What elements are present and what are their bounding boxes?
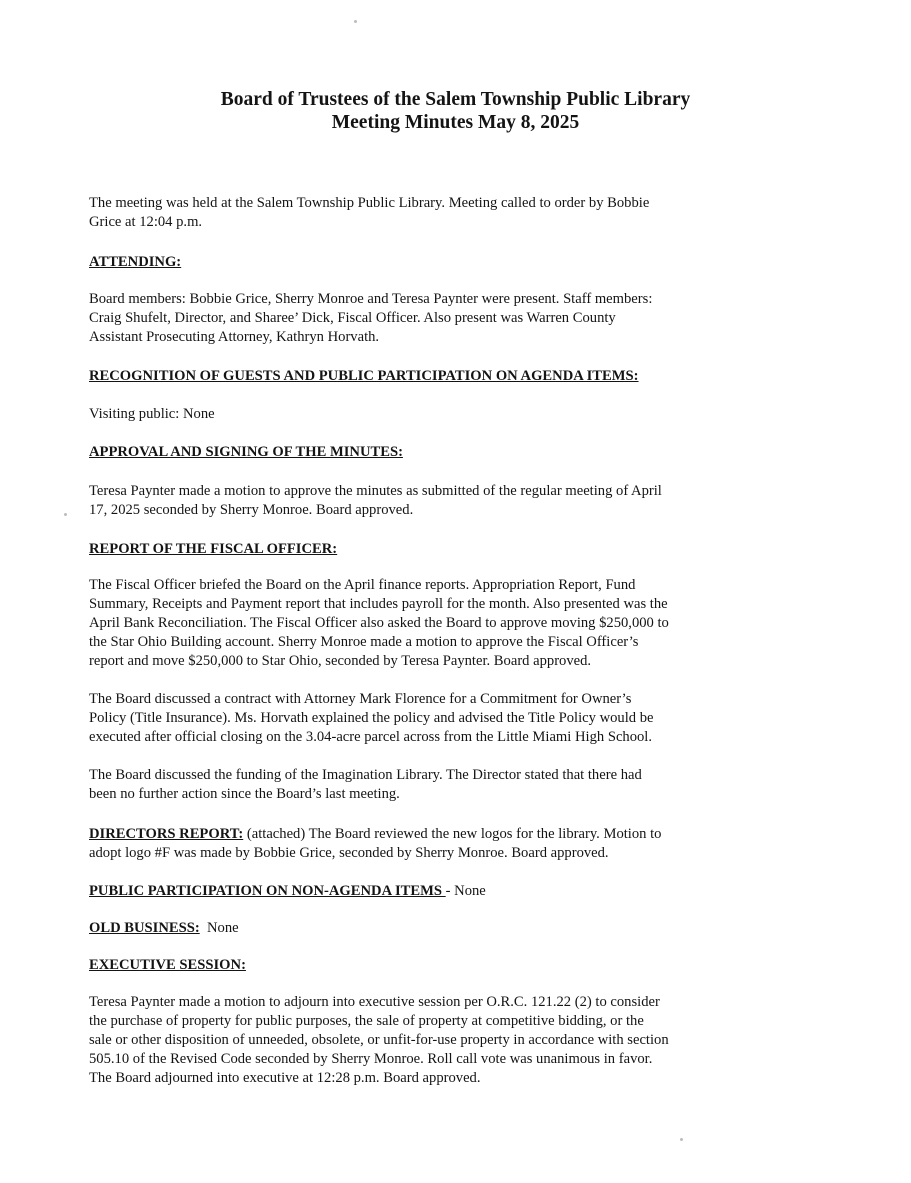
public-participation-paragraph (89, 882, 759, 901)
executive-line: Teresa Paynter made a motion to adjourn into executive session per O.R.C. 121.22 (2) to consider (89, 994, 660, 1010)
intro-paragraph (89, 194, 759, 232)
directors-paragraph (89, 825, 759, 863)
attending-line: Craig Shufelt, Director, and Sharee’ Dick, Fiscal Officer. Also present was Warren County (89, 310, 616, 326)
fiscal-line: been no further action since the Board’s last meeting. (89, 786, 400, 802)
directors-line1-text: (attached) The Board reviewed the new logos for the library. Motion to (243, 826, 662, 842)
executive-heading: EXECUTIVE SESSION: (89, 957, 246, 973)
fiscal-line: the Star Ohio Building account. Sherry Monroe made a motion to approve the Fiscal Officer’s (89, 634, 639, 650)
fiscal-paragraph-1 (89, 576, 759, 671)
approval-paragraph (89, 482, 759, 520)
executive-line: 505.10 of the Revised Code seconded by Sherry Monroe. Roll call vote was unanimous in favor. (89, 1051, 653, 1067)
approval-line: Teresa Paynter made a motion to approve the minutes as submitted of the regular meeting of April (89, 483, 662, 499)
executive-line: sale or other disposition of unneeded, obsolete, or unfit-for-use property in accordance with section (89, 1032, 669, 1048)
public-participation-heading: PUBLIC PARTICIPATION ON NON-AGENDA ITEMS (89, 883, 446, 899)
recognition-line: Visiting public: None (89, 406, 215, 422)
fiscal-line: The Board discussed a contract with Attorney Mark Florence for a Commitment for Owner’s (89, 691, 632, 707)
scan-speck (64, 513, 67, 516)
directors-heading: DIRECTORS REPORT: (89, 826, 244, 842)
executive-line: The Board adjourned into executive at 12:28 p.m. Board approved. (89, 1070, 481, 1086)
attending-line: Board members: Bobbie Grice, Sherry Monroe and Teresa Paynter were present. Staff members: (89, 291, 653, 307)
fiscal-line: The Fiscal Officer briefed the Board on the April finance reports. Appropriation Report, Fund (89, 577, 636, 593)
old-business-paragraph (89, 919, 759, 938)
fiscal-line: executed after official closing on the 3.04-acre parcel across from the Little Miami High School. (89, 729, 653, 745)
recognition-paragraph (89, 405, 759, 424)
fiscal-heading: REPORT OF THE FISCAL OFFICER: (89, 541, 338, 557)
fiscal-paragraph-2 (89, 690, 759, 747)
old-business-line (89, 919, 759, 938)
old-business-text: None (199, 920, 239, 936)
executive-paragraph (89, 993, 759, 1088)
fiscal-paragraph-3 (89, 766, 759, 804)
fiscal-line: April Bank Reconciliation. The Fiscal Officer also asked the Board to approve moving $250,000 to (89, 615, 669, 631)
approval-heading: APPROVAL AND SIGNING OF THE MINUTES: (89, 444, 403, 460)
approval-line: 17, 2025 seconded by Sherry Monroe. Board approved. (89, 502, 414, 518)
document-title-line1: Board of Trustees of the Salem Township Public Library (220, 89, 691, 110)
fiscal-line: Summary, Receipts and Payment report that includes payroll for the month. Also presented was the (89, 596, 668, 612)
recognition-heading: RECOGNITION OF GUESTS AND PUBLIC PARTICIPATION ON AGENDA ITEMS: (89, 368, 639, 384)
executive-line: the purchase of property for public purposes, the sale of property at competitive bidding, or the (89, 1013, 644, 1029)
scan-speck (354, 20, 357, 23)
scan-speck (680, 1138, 683, 1141)
attending-paragraph (89, 290, 759, 347)
attending-line: Assistant Prosecuting Attorney, Kathryn Horvath. (89, 329, 380, 345)
fiscal-line: report and move $250,000 to Star Ohio, seconded by Teresa Paynter. Board approved. (89, 653, 592, 669)
attending-heading: ATTENDING: (89, 254, 182, 270)
public-participation-text: - None (445, 883, 486, 899)
fiscal-line: Policy (Title Insurance). Ms. Horvath explained the policy and advised the Title Policy would be (89, 710, 654, 726)
public-participation-line (89, 882, 759, 901)
directors-line: adopt logo #F was made by Bobbie Grice, seconded by Sherry Monroe. Board approved. (89, 845, 609, 861)
old-business-heading: OLD BUSINESS: (89, 920, 200, 936)
intro-line: Grice at 12:04 p.m. (89, 214, 203, 230)
document-title-line2: Meeting Minutes May 8, 2025 (331, 112, 580, 133)
intro-line: The meeting was held at the Salem Township Public Library. Meeting called to order by Bobbie (89, 195, 650, 211)
fiscal-line: The Board discussed the funding of the Imagination Library. The Director stated that there had (89, 767, 642, 783)
directors-line (89, 825, 759, 844)
